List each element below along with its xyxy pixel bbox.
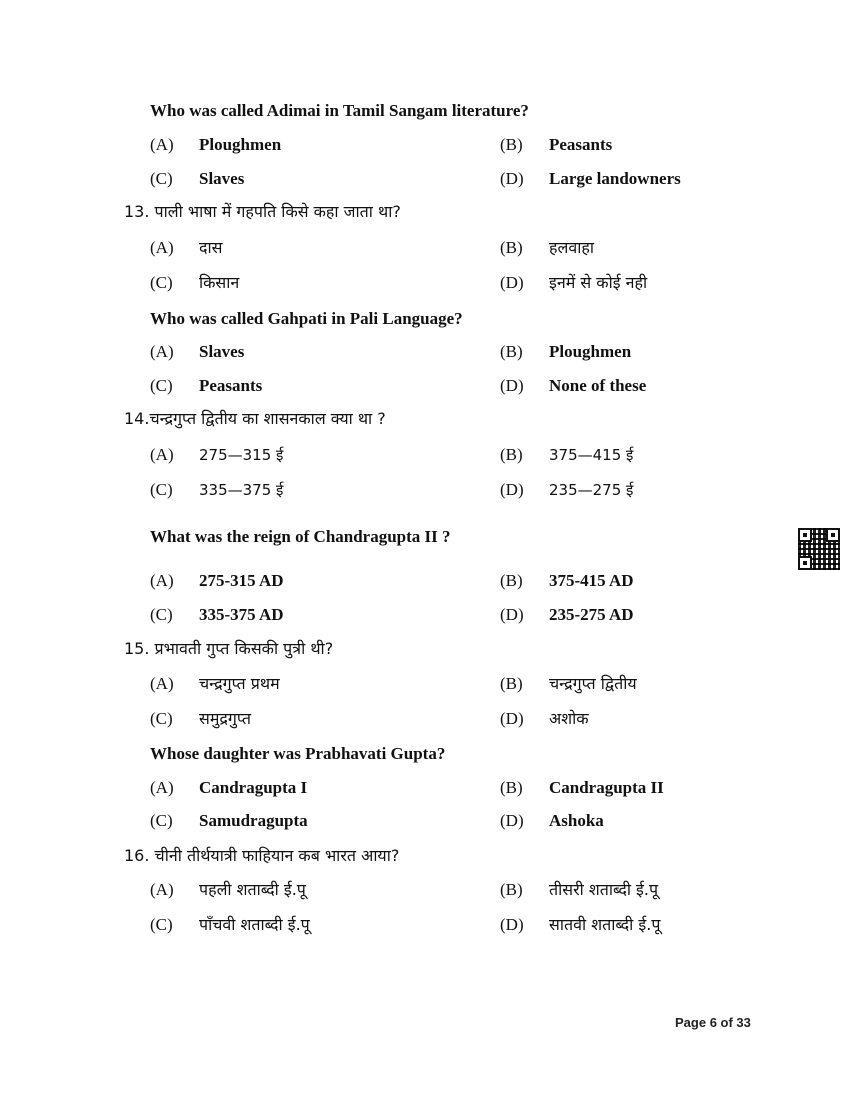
option-label: (D) xyxy=(500,273,524,292)
option-text: Candragupta I xyxy=(199,778,308,797)
question-text: Whose daughter was Prabhavati Gupta? xyxy=(150,744,446,763)
option-label: (D) xyxy=(500,376,524,395)
option-text: समुद्रगुप्त xyxy=(199,709,251,728)
option-text: Slaves xyxy=(199,342,245,361)
question-text: 15. प्रभावती गुप्त किसकी पुत्री थी? xyxy=(124,639,334,658)
option-label: (C) xyxy=(150,169,173,188)
option-text: किसान xyxy=(199,273,240,292)
option-label: (A) xyxy=(150,778,174,797)
option-label: (D) xyxy=(500,480,524,499)
option-text: Peasants xyxy=(199,376,263,395)
option-text: पाँचवी शताब्दी ई.पू xyxy=(199,915,310,934)
option-label: (B) xyxy=(500,778,523,797)
option-label: (A) xyxy=(150,342,174,361)
option-text: Ploughmen xyxy=(549,342,632,361)
option-text: Large landowners xyxy=(549,169,681,188)
question-text: Who was called Adimai in Tamil Sangam literature? xyxy=(150,101,529,120)
question-text: 13. पाली भाषा में गहपति किसे कहा जाता था? xyxy=(124,202,401,221)
option-label: (D) xyxy=(500,915,524,934)
option-label: (A) xyxy=(150,445,174,464)
option-label: (C) xyxy=(150,376,173,395)
qr-finder-icon xyxy=(826,528,840,542)
option-text: 335—375 ई xyxy=(199,481,284,499)
option-label: (A) xyxy=(150,880,174,899)
option-text: 235-275 AD xyxy=(549,605,634,624)
option-label: (B) xyxy=(500,571,523,590)
option-label: (C) xyxy=(150,915,173,934)
option-text: Ploughmen xyxy=(199,135,282,154)
option-text: पहली शताब्दी ई.पू xyxy=(199,880,306,899)
option-label: (C) xyxy=(150,811,173,830)
option-label: (A) xyxy=(150,135,174,154)
page-footer xyxy=(675,1015,751,1030)
option-label: (A) xyxy=(150,571,174,590)
footer-prefix: Page xyxy=(675,1015,710,1030)
option-text: 375—415 ई xyxy=(549,446,634,464)
option-text: Candragupta II xyxy=(549,778,664,797)
option-text: 375-415 AD xyxy=(549,571,634,590)
option-label: (B) xyxy=(500,342,523,361)
qr-finder-icon xyxy=(798,556,812,570)
footer-current-page: 6 xyxy=(709,1015,717,1030)
question-text: Who was called Gahpati in Pali Language? xyxy=(150,309,463,328)
option-label: (C) xyxy=(150,605,173,624)
qr-finder-icon xyxy=(798,528,812,542)
option-label: (A) xyxy=(150,674,174,693)
option-text: चन्द्रगुप्त द्वितीय xyxy=(549,674,637,693)
option-text: Ashoka xyxy=(549,811,604,830)
option-text: दास xyxy=(199,238,223,257)
option-text: हलवाहा xyxy=(549,238,595,257)
option-label: (C) xyxy=(150,480,173,499)
question-text: What was the reign of Chandragupta II ? xyxy=(150,527,451,546)
option-label: (B) xyxy=(500,674,523,693)
option-text: Samudragupta xyxy=(199,811,308,830)
option-text: चन्द्रगुप्त प्रथम xyxy=(199,674,280,693)
question-text: 16. चीनी तीर्थयात्री फाहियान कब भारत आया? xyxy=(124,846,400,865)
option-text: 275—315 ई xyxy=(199,446,284,464)
qr-code-icon xyxy=(798,528,840,570)
option-label: (C) xyxy=(150,273,173,292)
option-text: Slaves xyxy=(199,169,245,188)
option-text: तीसरी शताब्दी ई.पू xyxy=(549,880,659,899)
option-label: (C) xyxy=(150,709,173,728)
option-label: (B) xyxy=(500,135,523,154)
option-label: (A) xyxy=(150,238,174,257)
footer-separator: of xyxy=(716,1015,737,1030)
option-text: 275-315 AD xyxy=(199,571,284,590)
option-label: (D) xyxy=(500,605,524,624)
option-text: सातवी शताब्दी ई.पू xyxy=(549,915,661,934)
option-label: (D) xyxy=(500,811,524,830)
option-label: (B) xyxy=(500,445,523,464)
question-text: 14.चन्द्रगुप्त द्वितीय का शासनकाल क्या था ? xyxy=(124,409,386,428)
option-text: 335-375 AD xyxy=(199,605,284,624)
option-label: (D) xyxy=(500,169,524,188)
option-text: अशोक xyxy=(549,709,589,728)
footer-total-pages: 33 xyxy=(736,1015,751,1030)
option-text: 235—275 ई xyxy=(549,481,634,499)
option-label: (B) xyxy=(500,238,523,257)
option-text: Peasants xyxy=(549,135,613,154)
option-label: (D) xyxy=(500,709,524,728)
option-text: None of these xyxy=(549,376,647,395)
option-text: इनमें से कोई नही xyxy=(549,273,648,292)
option-label: (B) xyxy=(500,880,523,899)
